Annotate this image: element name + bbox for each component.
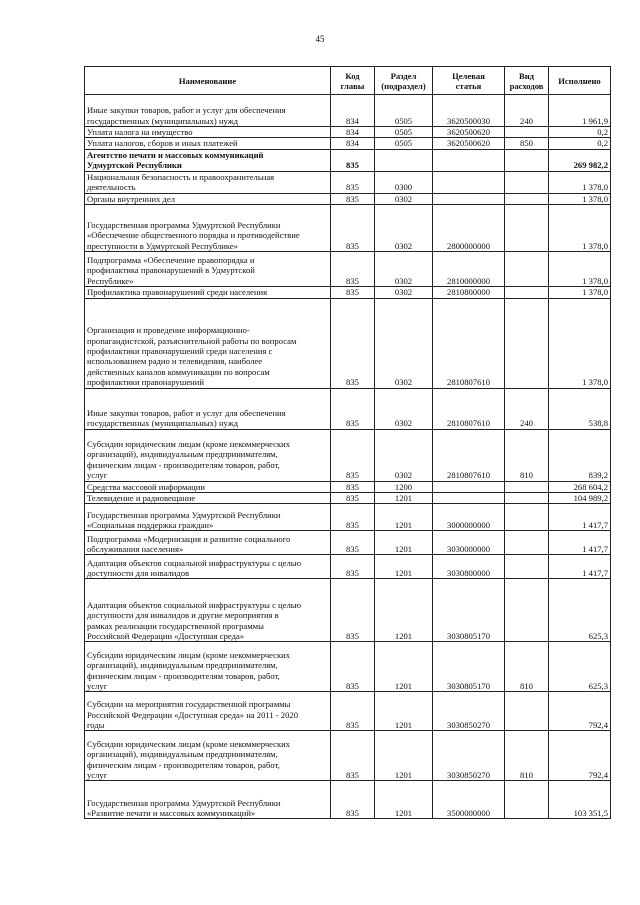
cell-section: 1201: [375, 555, 433, 579]
cell-name-line: Удмуртской Республики: [87, 160, 182, 171]
table-header-row: [85, 67, 611, 95]
cell-code: 835: [331, 287, 375, 298]
table-row: [85, 504, 611, 531]
cell-name-line: организаций), индивидуальным предпринимателям,: [87, 660, 278, 671]
cell-name: [85, 429, 331, 481]
cell-sum: 104 989,2: [549, 493, 611, 504]
cell-name: [85, 149, 331, 171]
cell-name-line: рамках реализации государственной программы: [87, 620, 264, 631]
cell-section: 0302: [375, 298, 433, 388]
cell-type: 810: [505, 731, 549, 781]
cell-name-line: профилактики правонарушений: [87, 377, 204, 388]
cell-section: 1201: [375, 642, 433, 692]
header-article-line1: Целевая: [452, 70, 485, 81]
cell-name-line: обслуживания населения»: [87, 544, 184, 555]
cell-name-line: доступности для инвалидов и другие мероприятия в: [87, 610, 279, 621]
cell-name-line: использованием радио и телевидения, наиболее: [87, 356, 263, 367]
table-row: [85, 149, 611, 171]
cell-code: 835: [331, 531, 375, 555]
cell-type: [505, 555, 549, 579]
cell-name-line: Субсидии юридическим лицам (кроме некоммерческих: [87, 439, 291, 449]
table-row: [85, 429, 611, 481]
cell-article: 3030805170: [433, 579, 505, 642]
cell-name: [85, 193, 331, 204]
cell-article: [433, 493, 505, 504]
header-code: [331, 67, 375, 95]
cell-code: 835: [331, 731, 375, 781]
cell-name-line: «Социальная поддержка граждан»: [87, 520, 214, 531]
table-row: [85, 692, 611, 731]
cell-name-line: Государственная программа Удмуртской Республики: [87, 797, 281, 808]
cell-name-line: государственных (муниципальных) нужд: [87, 418, 239, 429]
cell-code: 835: [331, 171, 375, 193]
cell-sum: 1 378,0: [549, 205, 611, 252]
cell-type: 240: [505, 388, 549, 429]
header-section-line2: (подраздел): [381, 80, 426, 91]
cell-name-line: Организация и проведение информационно-: [87, 325, 250, 336]
cell-name: [85, 531, 331, 555]
cell-name: [85, 481, 331, 492]
cell-article: 2810807610: [433, 429, 505, 481]
table-row: [85, 555, 611, 579]
cell-name-line: Уплата налога на имущество: [87, 127, 193, 137]
cell-name-line: Иные закупки товаров, работ и услуг для обеспечения: [87, 105, 286, 116]
cell-section: 1201: [375, 692, 433, 731]
cell-sum: 1 417,7: [549, 555, 611, 579]
cell-type: [505, 531, 549, 555]
cell-name-line: годы: [87, 720, 105, 731]
cell-code: 835: [331, 579, 375, 642]
cell-type: [505, 692, 549, 731]
table-row: [85, 388, 611, 429]
header-article: [433, 67, 505, 95]
cell-article: [433, 171, 505, 193]
cell-article: 3000000000: [433, 504, 505, 531]
cell-name-line: Адаптация объектов социальной инфраструктуры с целью: [87, 599, 302, 610]
cell-name: [85, 298, 331, 388]
cell-section: 1201: [375, 531, 433, 555]
cell-sum: 1 961,9: [549, 95, 611, 127]
cell-code: 835: [331, 493, 375, 504]
header-type-line2: расходов: [509, 80, 544, 91]
cell-section: 1200: [375, 481, 433, 492]
cell-article: 2810807610: [433, 298, 505, 388]
cell-name: [85, 642, 331, 692]
table-row: [85, 193, 611, 204]
cell-name-line: услуг: [87, 470, 108, 481]
cell-code: 835: [331, 692, 375, 731]
cell-name-line: преступности в Удмуртской Республике»: [87, 240, 238, 251]
cell-type: [505, 579, 549, 642]
cell-name: [85, 731, 331, 781]
cell-code: 835: [331, 149, 375, 171]
cell-article: 3030000000: [433, 531, 505, 555]
cell-name: [85, 287, 331, 298]
cell-article: 3030800000: [433, 555, 505, 579]
table-row: [85, 481, 611, 492]
cell-section: 1201: [375, 493, 433, 504]
cell-name-line: профилактики правонарушений среди населения с: [87, 346, 273, 356]
cell-name-line: Субсидии юридическим лицам (кроме некоммерческих: [87, 738, 291, 749]
cell-sum: 538,8: [549, 388, 611, 429]
cell-name-line: Государственная программа Удмуртской Республики: [87, 220, 281, 230]
cell-article: [433, 481, 505, 492]
cell-article: 3030805170: [433, 642, 505, 692]
cell-type: [505, 781, 549, 819]
cell-article: 2810800000: [433, 287, 505, 298]
cell-name-line: «Развитие печати и массовых коммуникаций»: [87, 808, 256, 819]
cell-type: [505, 171, 549, 193]
cell-code: 835: [331, 205, 375, 252]
cell-name-line: деятельность: [87, 182, 136, 193]
header-section-line1: Раздел: [390, 70, 417, 81]
cell-sum: 625,3: [549, 642, 611, 692]
cell-name-line: действенных каналов коммуникации по вопросам: [87, 366, 270, 377]
header-code-line1: Код: [345, 70, 360, 81]
cell-name: [85, 555, 331, 579]
cell-name-line: физическим лицам - производителям товаров, работ,: [87, 459, 280, 470]
cell-sum: 103 351,5: [549, 781, 611, 819]
cell-sum: 0,2: [549, 138, 611, 149]
cell-article: [433, 193, 505, 204]
cell-section: 0302: [375, 193, 433, 204]
cell-type: 850: [505, 138, 549, 149]
cell-type: [505, 205, 549, 252]
cell-sum: 0,2: [549, 127, 611, 138]
cell-article: 3620500620: [433, 138, 505, 149]
cell-article: 3620500620: [433, 127, 505, 138]
cell-section: 0302: [375, 388, 433, 429]
cell-sum: 1 378,0: [549, 171, 611, 193]
cell-type: 810: [505, 429, 549, 481]
cell-article: 2810807610: [433, 388, 505, 429]
table-row: [85, 138, 611, 149]
cell-sum: 1 417,7: [549, 504, 611, 531]
budget-table: [84, 66, 611, 819]
cell-sum: 1 378,0: [549, 252, 611, 287]
cell-section: 0302: [375, 429, 433, 481]
cell-article: 3500000000: [433, 781, 505, 819]
cell-name-line: Агентство печати и массовых коммуникаций: [87, 150, 264, 160]
cell-section: 0302: [375, 252, 433, 287]
cell-name-line: Российской Федерации «Доступная среда»: [87, 631, 245, 642]
cell-section: 1201: [375, 504, 433, 531]
header-type: [505, 67, 549, 95]
cell-section: 1201: [375, 781, 433, 819]
cell-name: [85, 138, 331, 149]
cell-name: [85, 388, 331, 429]
cell-name: [85, 205, 331, 252]
cell-name-line: Подпрограмма «Модернизация и развитие социального: [87, 533, 291, 544]
table-body: [85, 95, 611, 819]
header-article-line2: статья: [455, 80, 482, 91]
cell-section: 0302: [375, 287, 433, 298]
cell-name-line: услуг: [87, 681, 108, 692]
cell-name-line: физическим лицам - производителям товаров, работ,: [87, 670, 280, 681]
table-row: [85, 298, 611, 388]
cell-name-line: Телевидение и радиовещание: [87, 493, 196, 504]
cell-sum: 1 378,0: [549, 287, 611, 298]
table-row: [85, 287, 611, 298]
header-sum: Исполнено: [549, 67, 611, 95]
header-name: Наименование: [85, 67, 331, 95]
cell-sum: 625,3: [549, 579, 611, 642]
cell-type: 810: [505, 642, 549, 692]
cell-sum: 792,4: [549, 731, 611, 781]
cell-code: 835: [331, 252, 375, 287]
table-row: [85, 579, 611, 642]
cell-name-line: Органы внутренних дел: [87, 193, 176, 204]
cell-name: [85, 252, 331, 287]
table-row: [85, 493, 611, 504]
cell-type: 240: [505, 95, 549, 127]
table-row: [85, 171, 611, 193]
table-row: [85, 531, 611, 555]
cell-name-line: пропагандистской, разъяснительной работы по вопросам: [87, 335, 297, 346]
cell-type: [505, 298, 549, 388]
cell-sum: 1 378,0: [549, 298, 611, 388]
cell-sum: 839,2: [549, 429, 611, 481]
cell-code: 835: [331, 642, 375, 692]
table-row: [85, 95, 611, 127]
cell-type: [505, 493, 549, 504]
cell-name: [85, 493, 331, 504]
cell-name: [85, 579, 331, 642]
header-code-line2: главы: [340, 80, 365, 91]
cell-code: 835: [331, 298, 375, 388]
table-row: [85, 252, 611, 287]
cell-article: [433, 149, 505, 171]
cell-article: 3030850270: [433, 692, 505, 731]
page-number: 45: [315, 34, 325, 44]
cell-article: 3030850270: [433, 731, 505, 781]
cell-name-line: организаций), индивидуальным предпринимателям,: [87, 449, 278, 460]
cell-name-line: доступности для инвалидов: [87, 568, 190, 579]
cell-name: [85, 781, 331, 819]
cell-code: 835: [331, 193, 375, 204]
cell-name-line: Профилактика правонарушений среди населения: [87, 287, 268, 298]
cell-article: 2800000000: [433, 205, 505, 252]
cell-sum: 268 604,2: [549, 481, 611, 492]
cell-sum: 792,4: [549, 692, 611, 731]
cell-name-line: Подпрограмма «Обеспечение правопорядка и: [87, 255, 255, 265]
cell-name: [85, 95, 331, 127]
cell-name: [85, 692, 331, 731]
cell-type: [505, 504, 549, 531]
cell-code: 835: [331, 504, 375, 531]
cell-section: 1201: [375, 731, 433, 781]
cell-name: [85, 504, 331, 531]
cell-type: [505, 481, 549, 492]
cell-section: 0302: [375, 205, 433, 252]
cell-name-line: Национальная безопасность и правоохранительная: [87, 172, 275, 182]
cell-section: 0300: [375, 171, 433, 193]
cell-name-line: Иные закупки товаров, работ и услуг для обеспечения: [87, 407, 286, 418]
cell-type: [505, 149, 549, 171]
cell-code: 835: [331, 481, 375, 492]
cell-section: 0505: [375, 95, 433, 127]
table-row: [85, 731, 611, 781]
cell-name-line: «Обеспечение общественного порядка и противодействие: [87, 230, 300, 241]
cell-type: [505, 127, 549, 138]
cell-type: [505, 252, 549, 287]
cell-name-line: физическим лицам - производителям товаров, работ,: [87, 759, 280, 770]
cell-code: 834: [331, 127, 375, 138]
cell-name-line: Субсидии юридическим лицам (кроме некоммерческих: [87, 649, 291, 660]
cell-code: 834: [331, 138, 375, 149]
header-type-line1: Вид: [518, 70, 535, 81]
cell-code: 835: [331, 429, 375, 481]
cell-section: [375, 149, 433, 171]
cell-code: 835: [331, 388, 375, 429]
cell-type: [505, 193, 549, 204]
cell-section: 1201: [375, 579, 433, 642]
cell-name-line: Российской Федерации «Доступная среда» на 2011 - 2020: [87, 709, 298, 720]
cell-code: 835: [331, 781, 375, 819]
cell-name: [85, 127, 331, 138]
cell-sum: 1 378,0: [549, 193, 611, 204]
cell-sum: 269 982,2: [549, 149, 611, 171]
cell-name: [85, 171, 331, 193]
cell-name-line: Субсидии на мероприятия государственной программы: [87, 699, 291, 710]
cell-sum: 1 417,7: [549, 531, 611, 555]
cell-name-line: организаций), индивидуальным предпринимателям,: [87, 749, 278, 760]
cell-name-line: профилактика правонарушений в Удмуртской: [87, 265, 255, 276]
cell-name-line: услуг: [87, 770, 108, 781]
cell-name-line: Средства массовой информации: [87, 481, 205, 492]
cell-section: 0505: [375, 127, 433, 138]
cell-article: 2810000000: [433, 252, 505, 287]
cell-name-line: Республике»: [87, 275, 134, 286]
table-row: [85, 205, 611, 252]
table-row: [85, 781, 611, 819]
cell-code: 834: [331, 95, 375, 127]
cell-code: 835: [331, 555, 375, 579]
cell-name-line: государственных (муниципальных) нужд: [87, 115, 239, 126]
cell-article: 3620500030: [433, 95, 505, 127]
cell-name-line: Адаптация объектов социальной инфраструктуры с целью: [87, 557, 302, 568]
table-row: [85, 642, 611, 692]
table-row: [85, 127, 611, 138]
cell-section: 0505: [375, 138, 433, 149]
header-section: [375, 67, 433, 95]
cell-type: [505, 287, 549, 298]
cell-name-line: Государственная программа Удмуртской Республики: [87, 509, 281, 520]
cell-name-line: Уплата налогов, сборов и иных платежей: [87, 138, 238, 149]
